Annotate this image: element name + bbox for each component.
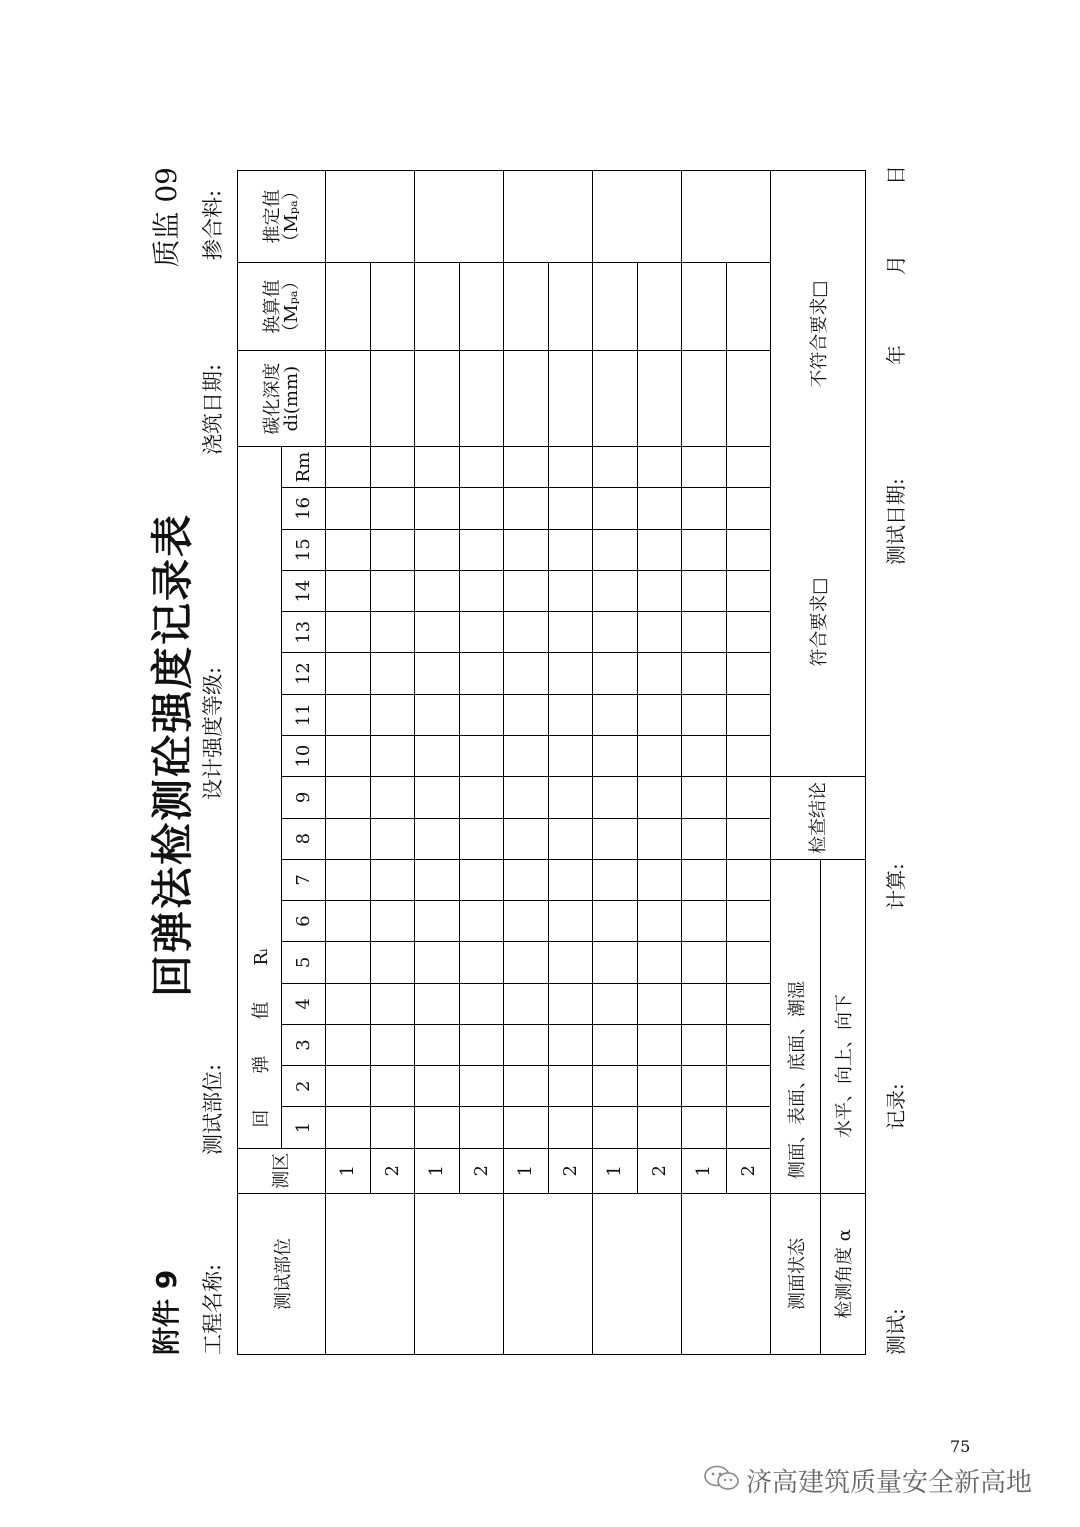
table-row — [370, 171, 415, 1355]
reading-cell[interactable] — [682, 612, 727, 653]
reading-cell[interactable] — [593, 529, 638, 570]
reading-cell[interactable] — [370, 529, 415, 570]
reading-cell[interactable] — [726, 570, 771, 611]
reading-cell[interactable] — [637, 1024, 682, 1065]
rm-cell[interactable] — [370, 446, 415, 487]
table-row — [504, 171, 549, 1355]
rm-cell[interactable] — [326, 446, 371, 487]
carbonation-cell[interactable] — [326, 351, 371, 447]
reading-cell[interactable] — [682, 1107, 727, 1148]
table-row — [415, 171, 460, 1355]
reading-cell[interactable] — [326, 1024, 371, 1065]
zone-number: 1 — [593, 1148, 638, 1193]
reading-cell[interactable] — [726, 818, 771, 859]
reading-cell[interactable] — [504, 653, 549, 694]
reading-cell[interactable] — [415, 777, 460, 818]
reading-cell[interactable] — [548, 1024, 593, 1065]
reading-cell[interactable] — [726, 612, 771, 653]
reading-cell[interactable] — [593, 901, 638, 942]
header-reading-7: 7 — [282, 859, 326, 900]
page-number: 75 — [950, 1437, 971, 1456]
estimated-cell[interactable] — [326, 171, 415, 263]
reading-cell[interactable] — [326, 859, 371, 900]
conforms-checkbox[interactable]: 符合要求□ — [809, 577, 830, 667]
reading-cell[interactable] — [637, 529, 682, 570]
reading-cell[interactable] — [326, 612, 371, 653]
rm-cell[interactable] — [459, 446, 504, 487]
reading-cell[interactable] — [459, 612, 504, 653]
conclusion-label: 检查结论 — [771, 777, 866, 860]
rm-cell[interactable] — [504, 446, 549, 487]
reading-cell[interactable] — [593, 735, 638, 776]
header-reading-1: 1 — [282, 1107, 326, 1148]
header-reading-15: 15 — [282, 529, 326, 570]
reading-cell[interactable] — [637, 983, 682, 1024]
reading-cell[interactable] — [548, 983, 593, 1024]
reading-cell[interactable] — [370, 1107, 415, 1148]
reading-cell[interactable] — [415, 942, 460, 983]
zone-number: 2 — [370, 1148, 415, 1193]
reading-cell[interactable] — [682, 1066, 727, 1107]
header-reading-10: 10 — [282, 735, 326, 776]
admixture-field: 掺合料: — [201, 189, 225, 260]
reading-cell[interactable] — [370, 942, 415, 983]
reading-cell[interactable] — [504, 1066, 549, 1107]
reading-cell[interactable] — [504, 694, 549, 735]
reading-cell[interactable] — [548, 735, 593, 776]
reading-cell[interactable] — [548, 612, 593, 653]
date-year: 年 — [884, 345, 908, 365]
reading-cell[interactable] — [593, 653, 638, 694]
header-reading-11: 11 — [282, 694, 326, 735]
reading-cell[interactable] — [504, 777, 549, 818]
reading-cell[interactable] — [370, 983, 415, 1024]
zone-number: 2 — [548, 1148, 593, 1193]
carbonation-cell[interactable] — [415, 351, 460, 447]
reading-cell[interactable] — [459, 735, 504, 776]
reading-cell[interactable] — [326, 983, 371, 1024]
reading-cell[interactable] — [459, 1024, 504, 1065]
reading-cell[interactable] — [459, 859, 504, 900]
reading-cell[interactable] — [326, 653, 371, 694]
reading-cell[interactable] — [370, 570, 415, 611]
location-cell[interactable] — [326, 1193, 415, 1354]
rm-cell[interactable] — [726, 446, 771, 487]
converted-cell[interactable] — [326, 262, 371, 351]
reading-cell[interactable] — [459, 653, 504, 694]
reading-cell[interactable] — [459, 570, 504, 611]
wechat-icon — [703, 1464, 741, 1492]
reading-cell[interactable] — [726, 1024, 771, 1065]
reading-cell[interactable] — [682, 777, 727, 818]
attachment-label: 附件 9 — [150, 1269, 183, 1355]
reading-cell[interactable] — [682, 653, 727, 694]
converted-cell[interactable] — [548, 262, 593, 351]
reading-cell[interactable] — [415, 570, 460, 611]
table-row — [548, 171, 593, 1355]
converted-cell[interactable] — [504, 262, 549, 351]
project-name-field: 工程名称: — [201, 1263, 225, 1355]
reading-cell[interactable] — [548, 653, 593, 694]
reading-cell[interactable] — [459, 488, 504, 529]
reading-cell[interactable] — [504, 859, 549, 900]
zone-number: 2 — [726, 1148, 771, 1193]
reading-cell[interactable] — [370, 859, 415, 900]
location-cell[interactable] — [504, 1193, 593, 1354]
reading-cell[interactable] — [459, 529, 504, 570]
reading-cell[interactable] — [726, 529, 771, 570]
reading-cell[interactable] — [459, 942, 504, 983]
carbonation-cell[interactable] — [548, 351, 593, 447]
reading-cell[interactable] — [370, 488, 415, 529]
carbonation-cell[interactable] — [593, 351, 638, 447]
table-row — [593, 171, 638, 1355]
reading-cell[interactable] — [504, 570, 549, 611]
carbonation-cell[interactable] — [682, 351, 727, 447]
reading-cell[interactable] — [548, 901, 593, 942]
angle-options: 水平、向上、向下 — [821, 859, 866, 1193]
reading-cell[interactable] — [726, 942, 771, 983]
reading-cell[interactable] — [415, 1066, 460, 1107]
reading-cell[interactable] — [370, 1066, 415, 1107]
reading-cell[interactable] — [637, 612, 682, 653]
reading-cell[interactable] — [682, 694, 727, 735]
reading-cell[interactable] — [548, 777, 593, 818]
reading-cell[interactable] — [504, 735, 549, 776]
reading-cell[interactable] — [682, 901, 727, 942]
reading-cell[interactable] — [370, 1024, 415, 1065]
reading-cell[interactable] — [637, 653, 682, 694]
reading-cell[interactable] — [459, 694, 504, 735]
reading-cell[interactable] — [415, 1107, 460, 1148]
reading-cell[interactable] — [593, 859, 638, 900]
header-reading-5: 5 — [282, 942, 326, 983]
reading-cell[interactable] — [459, 901, 504, 942]
reading-cell[interactable] — [326, 818, 371, 859]
reading-cell[interactable] — [548, 488, 593, 529]
table-row — [682, 171, 727, 1355]
design-grade-field: 设计强度等级: — [201, 666, 225, 800]
header-reading-3: 3 — [282, 1024, 326, 1065]
table-row — [637, 171, 682, 1355]
table-row — [726, 171, 771, 1355]
table-row — [326, 171, 371, 1355]
zone-number: 1 — [504, 1148, 549, 1193]
reading-cell[interactable] — [370, 694, 415, 735]
converted-cell[interactable] — [637, 262, 682, 351]
reading-cell[interactable] — [326, 1107, 371, 1148]
signature-record: 记录: — [884, 1083, 908, 1130]
reading-cell[interactable] — [682, 570, 727, 611]
header-rm: Rm — [282, 446, 326, 487]
header-zone: 测区 — [238, 1148, 326, 1193]
reading-cell[interactable] — [593, 777, 638, 818]
form-code: 质监 09 — [150, 167, 183, 268]
test-location-field: 测试部位: — [201, 1063, 225, 1155]
estimated-cell[interactable] — [593, 171, 682, 263]
reading-cell[interactable] — [504, 612, 549, 653]
reading-cell[interactable] — [326, 529, 371, 570]
reading-cell[interactable] — [504, 818, 549, 859]
header-reading-9: 9 — [282, 777, 326, 818]
reading-cell[interactable] — [637, 942, 682, 983]
header-test-location: 测试部位 — [238, 1193, 326, 1354]
reading-cell[interactable] — [637, 901, 682, 942]
reading-cell[interactable] — [682, 818, 727, 859]
reading-cell[interactable] — [326, 488, 371, 529]
conclusion-options — [771, 171, 866, 777]
date-day: 日 — [884, 165, 908, 185]
reading-cell[interactable] — [415, 1024, 460, 1065]
reading-cell[interactable] — [504, 942, 549, 983]
record-table — [237, 170, 866, 1355]
reading-cell[interactable] — [415, 529, 460, 570]
reading-cell[interactable] — [548, 529, 593, 570]
reading-cell[interactable] — [415, 735, 460, 776]
reading-cell[interactable] — [682, 983, 727, 1024]
location-cell[interactable] — [415, 1193, 504, 1354]
not-conforms-checkbox[interactable]: 不符合要求□ — [809, 280, 830, 388]
reading-cell[interactable] — [415, 694, 460, 735]
converted-cell[interactable] — [370, 262, 415, 351]
zone-number: 1 — [682, 1148, 727, 1193]
header-reading-6: 6 — [282, 901, 326, 942]
reading-cell[interactable] — [726, 653, 771, 694]
reading-cell[interactable] — [504, 529, 549, 570]
header-reading-13: 13 — [282, 612, 326, 653]
reading-cell[interactable] — [637, 818, 682, 859]
reading-cell[interactable] — [637, 694, 682, 735]
reading-cell[interactable] — [370, 612, 415, 653]
zone-number: 2 — [459, 1148, 504, 1193]
rotated-form — [145, 155, 935, 1355]
reading-cell[interactable] — [370, 818, 415, 859]
reading-cell[interactable] — [637, 1066, 682, 1107]
reading-cell[interactable] — [548, 694, 593, 735]
carbonation-cell[interactable] — [459, 351, 504, 447]
header-reading-14: 14 — [282, 570, 326, 611]
converted-cell[interactable] — [593, 262, 638, 351]
surface-state-options: 侧面、表面、底面、潮湿 — [771, 859, 821, 1193]
reading-cell[interactable] — [593, 694, 638, 735]
carbonation-cell[interactable] — [370, 351, 415, 447]
reading-cell[interactable] — [326, 1066, 371, 1107]
reading-cell[interactable] — [726, 1066, 771, 1107]
watermark-text: 济高建筑质量安全新高地 — [746, 1468, 1033, 1498]
reading-cell[interactable] — [415, 859, 460, 900]
reading-cell[interactable] — [726, 488, 771, 529]
carbonation-cell[interactable] — [637, 351, 682, 447]
header-reading-4: 4 — [282, 983, 326, 1024]
reading-cell[interactable] — [326, 901, 371, 942]
reading-cell[interactable] — [326, 570, 371, 611]
reading-cell[interactable] — [593, 942, 638, 983]
surface-state-label: 测面状态 — [771, 1193, 821, 1354]
reading-cell[interactable] — [370, 653, 415, 694]
converted-cell[interactable] — [726, 262, 771, 351]
reading-cell[interactable] — [548, 570, 593, 611]
reading-cell[interactable] — [682, 735, 727, 776]
reading-cell[interactable] — [459, 1066, 504, 1107]
reading-cell[interactable] — [504, 983, 549, 1024]
reading-cell[interactable] — [326, 942, 371, 983]
reading-cell[interactable] — [593, 488, 638, 529]
reading-cell[interactable] — [637, 777, 682, 818]
carbonation-cell[interactable] — [504, 351, 549, 447]
reading-cell[interactable] — [682, 859, 727, 900]
header-estimated-value: 推定值（Mₚₐ） — [238, 171, 326, 263]
signature-calc: 计算: — [884, 863, 908, 910]
reading-cell[interactable] — [415, 901, 460, 942]
reading-cell[interactable] — [637, 570, 682, 611]
reading-cell[interactable] — [637, 488, 682, 529]
zone-number: 1 — [326, 1148, 371, 1193]
reading-cell[interactable] — [459, 1107, 504, 1148]
reading-cell[interactable] — [459, 777, 504, 818]
reading-cell[interactable] — [726, 859, 771, 900]
reading-cell[interactable] — [726, 901, 771, 942]
header-rebound-value: 回 弹 值 Rᵢ — [238, 446, 282, 1148]
header-reading-16: 16 — [282, 488, 326, 529]
estimated-cell[interactable] — [504, 171, 593, 263]
reading-cell[interactable] — [459, 983, 504, 1024]
reading-cell[interactable] — [682, 529, 727, 570]
reading-cell[interactable] — [682, 1024, 727, 1065]
reading-cell[interactable] — [548, 818, 593, 859]
reading-cell[interactable] — [637, 735, 682, 776]
rm-cell[interactable] — [415, 446, 460, 487]
page-title: 回弹法检测砼强度记录表 — [148, 513, 197, 998]
reading-cell[interactable] — [593, 1066, 638, 1107]
rm-cell[interactable] — [637, 446, 682, 487]
converted-cell[interactable] — [459, 262, 504, 351]
pour-date-field: 浇筑日期: — [201, 363, 225, 455]
reading-cell[interactable] — [548, 1066, 593, 1107]
reading-cell[interactable] — [326, 694, 371, 735]
reading-cell[interactable] — [726, 1107, 771, 1148]
reading-cell[interactable] — [726, 777, 771, 818]
reading-cell[interactable] — [593, 570, 638, 611]
reading-cell[interactable] — [726, 983, 771, 1024]
location-cell[interactable] — [682, 1193, 771, 1354]
reading-cell[interactable] — [593, 983, 638, 1024]
reading-cell[interactable] — [593, 612, 638, 653]
date-month: 月 — [884, 255, 908, 275]
rm-cell[interactable] — [548, 446, 593, 487]
estimated-cell[interactable] — [415, 171, 504, 263]
reading-cell[interactable] — [504, 1107, 549, 1148]
reading-cell[interactable] — [326, 735, 371, 776]
reading-cell[interactable] — [415, 653, 460, 694]
header-reading-2: 2 — [282, 1066, 326, 1107]
reading-cell[interactable] — [370, 735, 415, 776]
reading-cell[interactable] — [326, 777, 371, 818]
reading-cell[interactable] — [415, 818, 460, 859]
reading-cell[interactable] — [548, 859, 593, 900]
reading-cell[interactable] — [637, 859, 682, 900]
location-cell[interactable] — [593, 1193, 682, 1354]
estimated-cell[interactable] — [682, 171, 771, 263]
converted-cell[interactable] — [682, 262, 727, 351]
rm-cell[interactable] — [682, 446, 727, 487]
rm-cell[interactable] — [593, 446, 638, 487]
header-carbonation-depth: 碳化深度 di(mm) — [238, 351, 326, 447]
header-reading-8: 8 — [282, 818, 326, 859]
header-reading-12: 12 — [282, 653, 326, 694]
reading-cell[interactable] — [370, 901, 415, 942]
signature-test-date: 测试日期: — [884, 478, 908, 565]
carbonation-cell[interactable] — [726, 351, 771, 447]
reading-cell[interactable] — [415, 488, 460, 529]
reading-cell[interactable] — [370, 777, 415, 818]
reading-cell[interactable] — [593, 1107, 638, 1148]
reading-cell[interactable] — [682, 942, 727, 983]
reading-cell[interactable] — [459, 818, 504, 859]
converted-cell[interactable] — [415, 262, 460, 351]
zone-number: 2 — [637, 1148, 682, 1193]
angle-label: 检测角度 α — [821, 1193, 866, 1354]
table-row — [459, 171, 504, 1355]
reading-cell[interactable] — [726, 694, 771, 735]
reading-cell[interactable] — [637, 1107, 682, 1148]
zone-number: 1 — [415, 1148, 460, 1193]
reading-cell[interactable] — [593, 1024, 638, 1065]
reading-cell[interactable] — [548, 942, 593, 983]
reading-cell[interactable] — [504, 1024, 549, 1065]
reading-cell[interactable] — [504, 488, 549, 529]
reading-cell[interactable] — [415, 983, 460, 1024]
signature-test: 测试: — [884, 1308, 908, 1355]
reading-cell[interactable] — [504, 901, 549, 942]
reading-cell[interactable] — [593, 818, 638, 859]
header-converted-value: 换算值（Mₚₐ） — [238, 262, 326, 351]
reading-cell[interactable] — [726, 735, 771, 776]
reading-cell[interactable] — [682, 488, 727, 529]
reading-cell[interactable] — [415, 612, 460, 653]
reading-cell[interactable] — [548, 1107, 593, 1148]
